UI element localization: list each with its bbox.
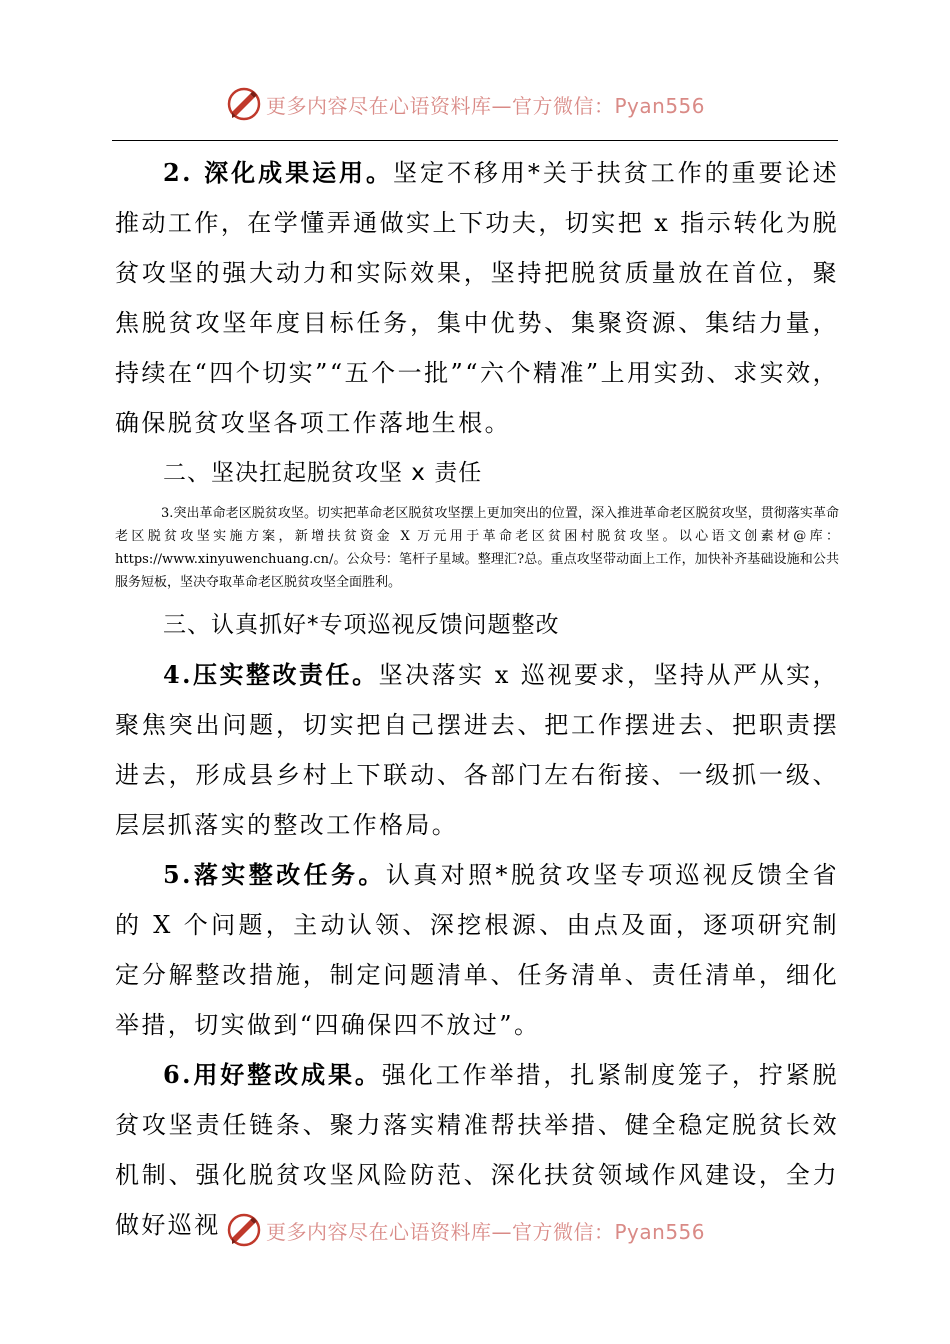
pen-logo-icon <box>226 1212 262 1248</box>
section-heading-2: 二、坚决扛起脱贫攻坚 x 责任 <box>163 460 483 486</box>
header-banner <box>226 84 705 124</box>
paragraph-2 <box>115 148 839 448</box>
footer-banner-text: 更多内容尽在心语资料库—官方微信：Pyan556 <box>266 1219 706 1244</box>
paragraph-5-body: 认真对照*脱贫攻坚专项巡视反馈全省的 X 个问题，主动认领、深挖根源、由点及面，逐项研究制定分解整改措施，制定问题清单、任务清单、责任清单，细化举措，切实做到“四确保四不放过”。 <box>115 861 839 1039</box>
header-banner-text: 更多内容尽在心语资料库—官方微信：Pyan556 <box>266 93 706 118</box>
paragraph-6-lead: 6.用好整改成果。 <box>163 1060 382 1089</box>
paragraph-6-body: 强化工作举措，扎紧制度笼子，拧紧脱贫攻坚责任链条、聚力落实精准帮扶举措、健全稳定脱贫长效机制、强化脱贫攻坚风险防范、深化扶贫领域作风建设，全力做好巡视 <box>115 1061 839 1239</box>
paragraph-4-body: 坚决落实 x 巡视要求，坚持从严从实，聚焦突出问题，切实把自己摆进去、把工作摆进去、把职责摆进去，形成县乡村上下联动、各部门左右衔接、一级抓一级、层层抓落实的整改工作格局。 <box>115 661 839 839</box>
header-divider <box>112 140 838 141</box>
paragraph-2-body: 坚定不移用*关于扶贫工作的重要论述推动工作，在学懂弄通做实上下功夫，切实把 x 指示转化为脱贫攻坚的强大动力和实际效果，坚持把脱贫质量放在首位，聚焦脱贫攻坚年度目标任务，集中优势、集聚资源、集结力量，持续在“四个切实”“五个一批”“六个精准”上用实劲、求实效，确保脱贫攻坚各项工作落地生根。 <box>115 159 839 437</box>
section-heading-3: 三、认真抓好*专项巡视反馈问题整改 <box>163 612 560 638</box>
pen-logo-icon <box>226 86 262 122</box>
paragraph-4 <box>115 650 839 850</box>
paragraph-4-lead: 4.压实整改责任。 <box>163 660 379 689</box>
paragraph-5 <box>115 850 839 1050</box>
paragraph-2-lead: 2. 深化成果运用。 <box>163 158 393 187</box>
document-body <box>115 148 839 1250</box>
paragraph-3-small: 3.突出革命老区脱贫攻坚。切实把革命老区脱贫攻坚摆上更加突出的位置，深入推进革命老区脱贫攻坚，贯彻落实革命老区脱贫攻坚实施方案，新增扶贫资金 X 万元用于革命老区贫困村脱贫攻坚。以心语文创素材@库：https://www.xinyuwenchuang.cn/。公众号：笔杆子星域。整理汇?总。重点攻坚带动面上工作，加快补齐基础设施和公共服务短板，坚决夺取革命老区脱贫攻坚全面胜利。 <box>115 506 839 590</box>
paragraph-5-lead: 5.落实整改任务。 <box>163 860 386 889</box>
footer-banner <box>226 1210 705 1250</box>
